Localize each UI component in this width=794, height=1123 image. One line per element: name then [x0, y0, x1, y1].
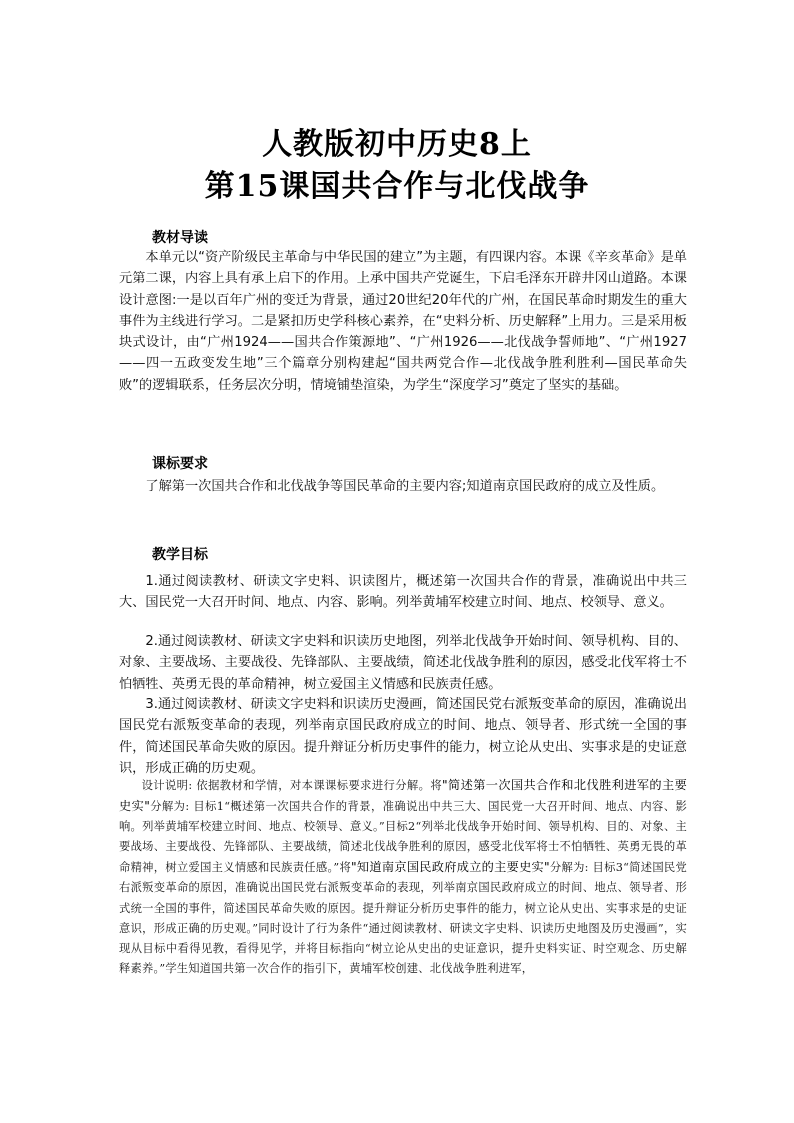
document-title-line1: 人教版初中历史8上 [262, 127, 532, 162]
design-note-quote2: "知道南京国民政府成立的主要史实" [351, 860, 550, 875]
section-heading-objectives: 教学目标 [152, 547, 208, 563]
guide-paragraph: 本单元以“资产阶级民主革命与中华民国的建立”为主题，有四课内容。本课《辛亥革命》是单元第二课，内容上具有承上启下的作用。上承中国共产党诞生，下启毛泽东开辟井冈山道路。本课设计意图:一是以百年广州的变迁为背景，通过20世纪20年代的广州，在国民革命时期发生的重大事件为主线进行学习。二是紧扣历史学科核心素养，在“史料分析、历史解释”上用力。三是采用板块式设计，由“广州1924——国共合作策源地”、“广州1926——北伐战争誓师地”、“广州1927——四一五政变发生地”三个篇章分别构建起“国共两党合作—北伐战争胜利胜利—国民革命失败”的逻辑联系，任务层次分明，情境铺垫渲染，为学生“深度学习”奠定了坚实的基础。 [119, 250, 687, 393]
requirements-paragraph: 了解第一次国共合作和北伐战争等国民革命的主要内容;知道南京国民政府的成立及性质。 [145, 479, 665, 494]
design-note-part2: 分解为: 目标1“概述第一次国共合作的背景，准确说出中共三大、国民党一大召开时间、地点、内容、影响。列举黄埔军校建立时间、地点、校领导、意义。”目标2“列举北伐战争开始时间、领导机构、目的、对象、主要战场、主要战役、先锋部队、主要战绩，简述北伐战争胜利的原因，感受北伐军将士不怕牺牲、英勇无畏的革命精神，树立爱国主义情感和民族责任感。”将 [119, 800, 687, 875]
objective-item-1: 1.通过阅读教材、研读文字史料、识读图片，概述第一次国共合作的背景，准确说出中共三大、国民党一大召开时间、地点、内容、影响。列举黄埔军校建立时间、地点、校领导、意义。 [119, 574, 687, 611]
design-note-part3: 分解为: 目标3“简述国民党右派叛变革命的原因，准确说出国民党右派叛变革命的表现，列举南京国民政府成立的时间、地点、领导者、形式统一全国的事件，简述国民革命失败的原因。提升辩证分析历史事件的能力，树立论从史出、实事求是的史证意识，形成正确的历史观。”同时设计了行为条件“通过阅读教材、研读文字史料、识读历史地图及历史漫画”，实现从目标中看得见教，看得见学，并将目标指向“树立论从史出的史证意识，提升史料实证、时空观念、历史解释素养。”学生知道国共第一次合作的指引下，黄埔军校创建、北伐战争胜利进军， [119, 861, 687, 975]
objective-item-2: 2.通过阅读教材、研读文字史料和识读历史地图，列举北伐战争开始时间、领导机构、目的、对象、主要战场、主要战役、先锋部队、主要战绩，简述北伐战争胜利的原因，感受北伐军将士不怕牺牲、英勇无畏的革命精神，树立爱国主义情感和民族责任感。 [119, 634, 687, 692]
section-heading-requirements: 课标要求 [152, 456, 208, 472]
design-note-paragraph [119, 775, 687, 979]
document-title-line2: 第15课国共合作与北伐战争 [204, 169, 590, 204]
objective-item-3: 3.通过阅读教材、研读文字史料和识读历史漫画，简述国民党右派叛变革命的原因，准确说出国民党右派叛变革命的表现，列举南京国民政府成立的时间、地点、领导者、形式统一全国的事件，简述国民革命失败的原因。提升辩证分析历史事件的能力，树立论从史出、实事求是的史证意识，形成正确的历史观。 [119, 697, 687, 776]
design-note-quote1: "简述第一次国共合作和北伐胜利进军的主要史实" [119, 778, 687, 814]
design-note-part1: 设计说明: 依据教材和学情，对本课课标要求进行分解。将 [141, 779, 443, 792]
section-heading-guide: 教材导读 [152, 230, 208, 246]
